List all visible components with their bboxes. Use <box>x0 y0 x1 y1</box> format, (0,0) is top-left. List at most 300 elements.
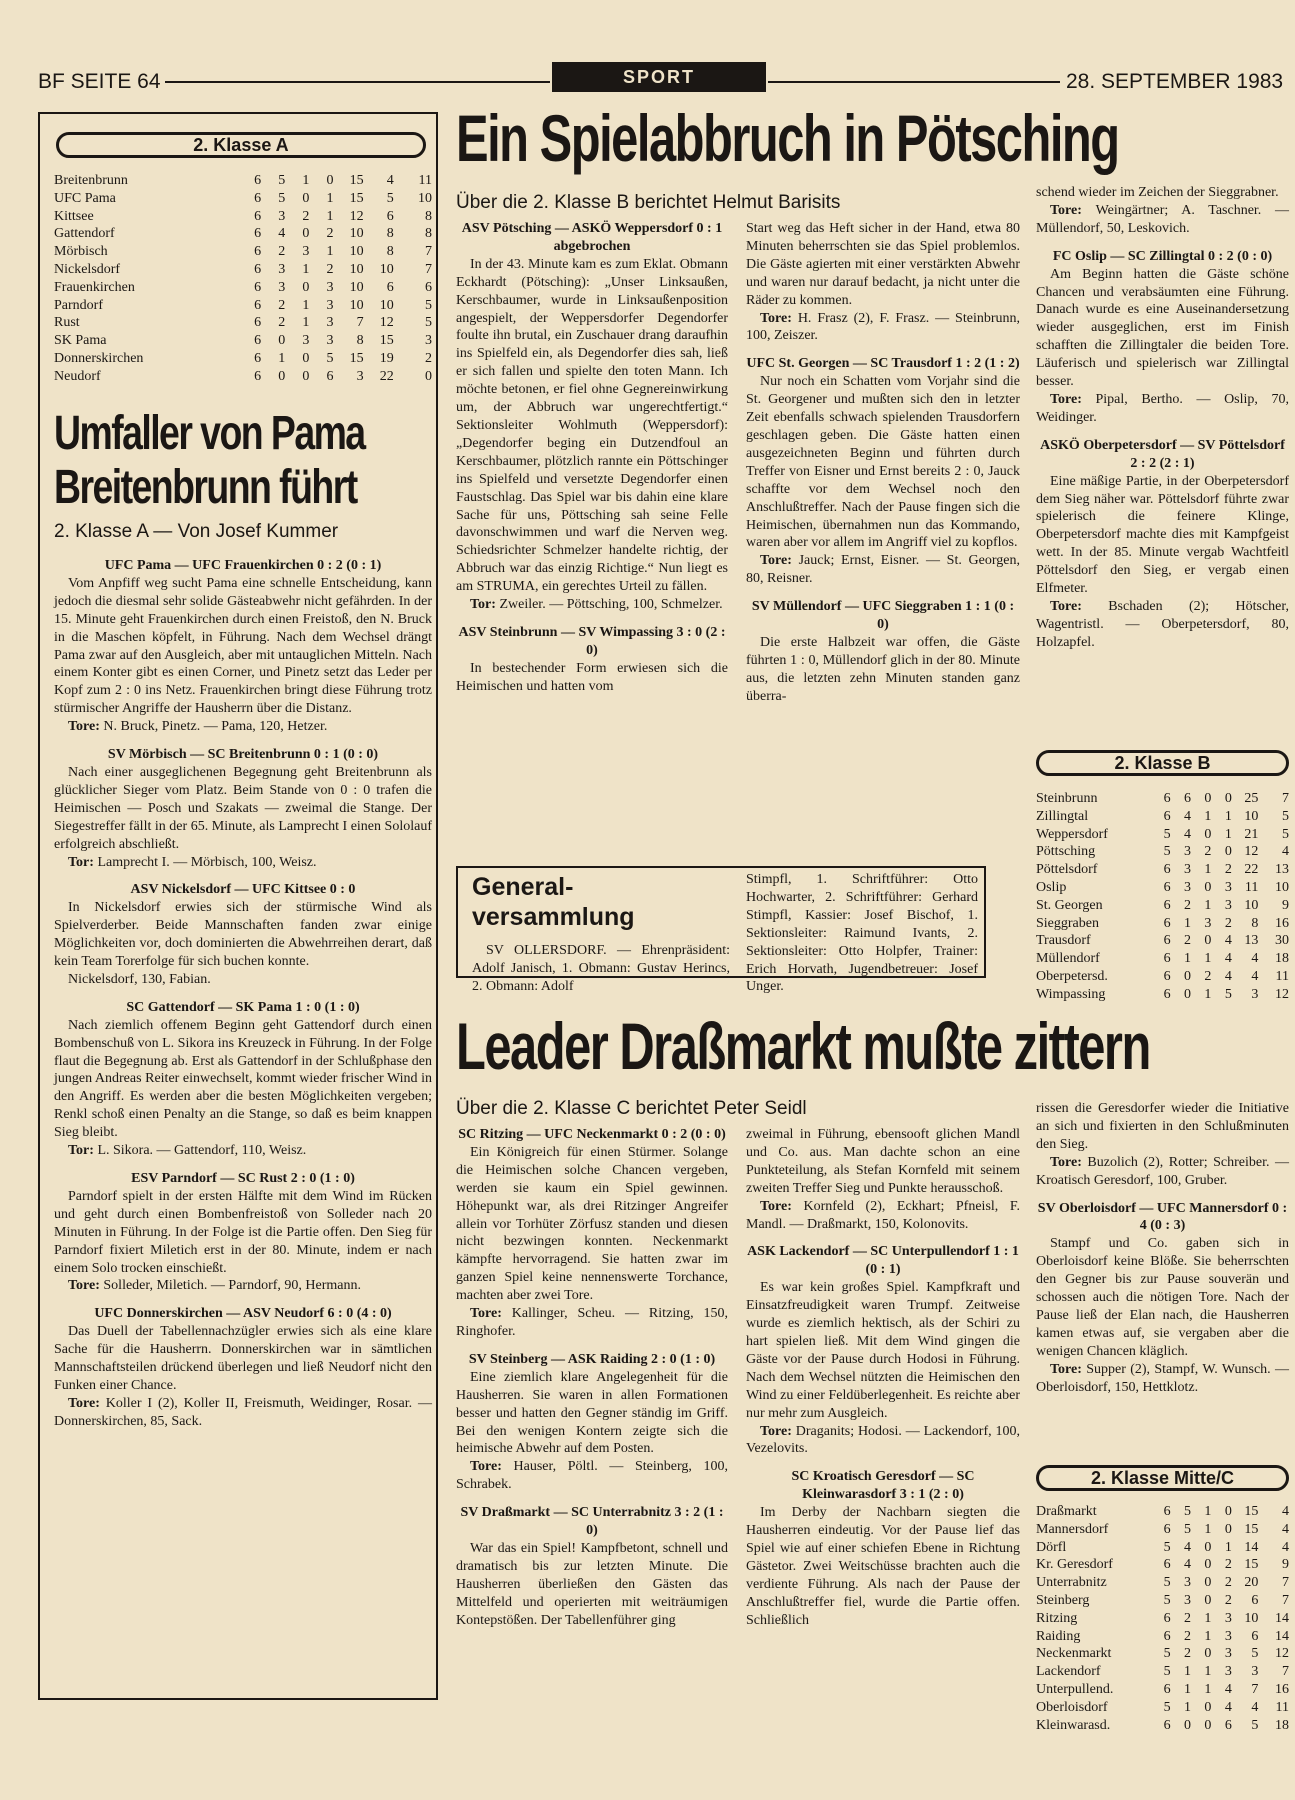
stat-cell: 2 <box>1184 933 1192 949</box>
match-heading: FC Oslip — SC Zillingtal 0 : 2 (0 : 0) <box>1052 248 1273 264</box>
c-column-3 <box>1036 1100 1289 1404</box>
stat-cell: 0 <box>302 279 310 295</box>
team-name: St. Georgen <box>1036 897 1103 913</box>
standings-row <box>1036 1521 1289 1539</box>
stat-cell: 6 <box>254 368 262 384</box>
stat-cell: 6 <box>254 261 262 277</box>
stat-cell: 6 <box>386 279 394 295</box>
standings-row <box>1036 897 1289 915</box>
scorers-line: Tore: Koller I (2), Koller II, Freismuth, Weidinger, Rosar. — Donnerskirchen, 85, Sack. <box>54 1395 432 1429</box>
stat-cell: 2 <box>278 315 286 331</box>
standings-row <box>1036 915 1289 933</box>
stat-cell: 3 <box>356 368 364 384</box>
standings-row <box>1036 1699 1289 1717</box>
match-heading: SV Müllendorf — UFC Sieggraben 1 : 1 (0 : 0) <box>751 599 1015 633</box>
stat-cell: 11 <box>1275 968 1289 984</box>
stat-cell: 10 <box>349 244 364 260</box>
team-name: Kittsee <box>54 208 94 224</box>
match-heading: SV Oberloisdorf — UFC Mannersdorf 0 : 4 (0 : 3) <box>1037 1200 1288 1234</box>
stat-cell: 6 <box>1163 1628 1171 1644</box>
stat-cell: 10 <box>349 279 364 295</box>
standings-row <box>1036 1645 1289 1663</box>
klasse-a-title: 2. Klasse A <box>56 132 426 158</box>
stat-cell: 5 <box>326 350 334 366</box>
header-rule-right <box>768 81 1060 83</box>
stat-cell: 6 <box>254 333 262 349</box>
stat-cell: 1 <box>1204 1610 1212 1626</box>
team-name: Oberpetersd. <box>1036 968 1108 984</box>
scorers-line: Tore: Draganits; Hodosi. — Lackendorf, 100, Vezelovits. <box>746 1423 1020 1457</box>
scorers-line: Tore: Solleder, Miletich. — Parndorf, 90, Hermann. <box>68 1278 361 1294</box>
stat-cell: 1 <box>1184 1699 1192 1715</box>
scorers-label: Tore: <box>1050 1361 1087 1377</box>
match-heading: UFC St. Georgen — SC Trausdorf 1 : 2 (1 : 2) <box>746 356 1020 372</box>
standings-row <box>54 297 432 315</box>
stat-cell: 1 <box>278 350 286 366</box>
match-report: Die erste Halbzeit war offen, die Gäste führten 1 : 0, Müllendorf glich in der 80. Minute aus, die letzten zehn Minuten standen ganz überra- <box>746 634 1020 704</box>
stat-cell: 3 <box>326 297 334 313</box>
stat-cell: 0 <box>326 173 334 188</box>
match-report: Am Beginn hatten die Gäste schöne Chancen und verabsäumten eine Führung. Danach wurde es eine Auseinandersetzung wieder ausgeglichen, erst im Finish schafften die Zillingtaler die beiden Tore. Läuferisch und spielerisch war Zillingtal besser. <box>1036 266 1289 390</box>
stat-cell: 5 <box>1184 1521 1192 1537</box>
stat-cell: 1 <box>1204 1628 1212 1644</box>
stat-cell: 5 <box>1163 1646 1171 1662</box>
stat-cell: 1 <box>1224 808 1232 824</box>
stat-cell: 0 <box>1204 1646 1212 1662</box>
team-name: Neckenmarkt <box>1036 1646 1112 1662</box>
stat-cell: 3 <box>326 279 334 295</box>
stat-cell: 14 <box>1275 1628 1289 1644</box>
stat-cell: 2 <box>1184 1646 1192 1662</box>
match-report: Nach einer ausgeglichenen Begegnung geht Breitenbrunn als glücklicher Sieger vom Platz. Beim Stande von 0 : 0 trafen die Heimischen — Posch und Szakats — zweimal die Stange. Der Siegestreffer fällt in der 65. Minute, als Lamprecht I einen Sololauf erfolgreich abschließt. <box>54 764 432 852</box>
team-name: Kleinwarasd. <box>1036 1717 1111 1733</box>
scorers-label: Tore: <box>1050 1154 1088 1170</box>
stat-cell: 6 <box>386 208 394 224</box>
stat-cell: 8 <box>386 244 394 260</box>
team-name: Weppersdorf <box>1036 826 1108 842</box>
stat-cell: 6 <box>254 279 262 295</box>
stat-cell: 1 <box>1204 862 1212 878</box>
stat-cell: 6 <box>1163 951 1171 967</box>
stat-cell: 0 <box>1184 968 1192 984</box>
stat-cell: 6 <box>326 368 334 384</box>
match-heading: ASV Pötsching — ASKÖ Weppersdorf 0 : 1 abgebrochen <box>461 221 723 254</box>
scorers-label: Tor: <box>68 1143 98 1159</box>
stat-cell: 5 <box>1184 1504 1192 1519</box>
match-report: Parndorf spielt in der ersten Hälfte mit dem Wind im Rücken und geht durch einen Bombenfreistoß von Solleder nach 20 Minuten in Führung. In der Folge ist die Partie offen. Den Sieg für Parndorf fixiert Miletich erst in der 80. Minute, indem er nach einem Solo trocken einschießt. <box>54 1188 432 1276</box>
section-label: SPORT <box>552 62 766 92</box>
standings-row <box>54 368 432 386</box>
team-name: Nickelsdorf <box>54 261 121 277</box>
stat-cell: 6 <box>1163 1610 1171 1626</box>
standings-row <box>1036 1681 1289 1699</box>
stat-cell: 0 <box>302 368 310 384</box>
stat-cell: 1 <box>1204 986 1212 1002</box>
team-name: Pöttelsdorf <box>1036 862 1098 878</box>
stat-cell: 6 <box>1163 862 1171 878</box>
c-column-1 <box>456 1126 728 1700</box>
b-headline: Ein Spielabbruch in Pötsching <box>456 101 1119 175</box>
stat-cell: 1 <box>1184 951 1192 967</box>
stat-cell: 3 <box>278 261 286 277</box>
stat-cell: 25 <box>1244 791 1259 806</box>
b-column-1 <box>456 220 728 850</box>
gv-title-1: General- <box>472 873 574 901</box>
standings-row <box>1036 861 1289 879</box>
stat-cell: 5 <box>1163 1699 1171 1715</box>
stat-cell: 4 <box>1224 933 1232 949</box>
stat-cell: 4 <box>1224 968 1232 984</box>
stat-cell: 22 <box>1244 862 1259 878</box>
standings-row <box>54 261 432 279</box>
stat-cell: 6 <box>254 315 262 331</box>
stat-cell: 2 <box>326 226 334 242</box>
left-article-text <box>54 557 432 1697</box>
stat-cell: 8 <box>425 208 432 224</box>
scorers-label: Tore: <box>760 1423 796 1439</box>
match-heading: UFC Pama — UFC Frauenkirchen 0 : 2 (0 : 1) <box>104 558 382 573</box>
stat-cell: 7 <box>425 261 432 277</box>
stat-cell: 0 <box>1184 986 1192 1002</box>
match-report: In bestechender Form erwiesen sich die Heimischen und hatten vom <box>456 660 728 694</box>
stat-cell: 1 <box>1204 897 1212 913</box>
stat-cell: 10 <box>1244 808 1259 824</box>
stat-cell: 0 <box>302 226 310 242</box>
stat-cell: 14 <box>1244 1539 1259 1555</box>
stat-cell: 22 <box>379 368 394 384</box>
stat-cell: 7 <box>1282 791 1289 806</box>
match-report: Ein Königreich für einen Stürmer. Solange die Heimischen solche Chancen vergeben, werden sie kaum ein Spiel gewinnen. Höhepunkt war, als drei Ritzinger Angreifer allein vor Torhüter Zörfusz standen und diesen nicht bezwingen konnten. Neckenmarkt kämpfte hervorragend. Sie hatten zwar im ganzen Spiel keine nennenswerte Torchance, machten aber zwei Tore. <box>456 1144 728 1304</box>
stat-cell: 0 <box>1204 1557 1212 1573</box>
stat-cell: 3 <box>302 244 310 260</box>
stat-cell: 6 <box>1184 791 1192 806</box>
stat-cell: 4 <box>1251 1699 1259 1715</box>
scorers-label: Tor: <box>470 597 500 613</box>
standings-row <box>54 243 432 261</box>
stat-cell: 6 <box>1163 808 1171 824</box>
standings-row <box>1036 1539 1289 1557</box>
stat-cell: 3 <box>1184 1575 1192 1591</box>
stat-cell: 12 <box>349 208 364 224</box>
standings-row <box>1036 808 1289 826</box>
stat-cell: 1 <box>302 261 310 277</box>
scorers-line: Tore: Pipal, Bertho. — Oslip, 70, Weidinger. <box>1036 391 1289 425</box>
stat-cell: 3 <box>1184 879 1192 895</box>
stat-cell: 1 <box>326 190 334 206</box>
stat-cell: 0 <box>1204 1592 1212 1608</box>
stat-cell: 5 <box>386 190 394 206</box>
team-name: Raiding <box>1036 1628 1081 1644</box>
standings-row <box>1036 1556 1289 1574</box>
scorers-line: Tore: Jauck; Ernst, Eisner. — St. Georgen, 80, Reisner. <box>746 553 1021 587</box>
stat-cell: 6 <box>254 244 262 260</box>
klasse-b-title: 2. Klasse B <box>1036 750 1289 776</box>
team-name: Draßmarkt <box>1036 1504 1097 1519</box>
standings-row <box>54 350 432 368</box>
stat-cell: 10 <box>349 226 364 242</box>
stat-cell: 11 <box>418 173 432 188</box>
team-name: Oslip <box>1036 879 1067 895</box>
team-name: Lackendorf <box>1036 1664 1101 1680</box>
standings-row <box>54 208 432 226</box>
scorers-label: Tore: <box>68 1395 106 1411</box>
stat-cell: 5 <box>1282 808 1289 824</box>
stat-cell: 3 <box>278 208 286 224</box>
stat-cell: 6 <box>1163 897 1171 913</box>
standings-row <box>1036 1592 1289 1610</box>
team-name: Ritzing <box>1036 1610 1078 1626</box>
standings-row <box>1036 986 1289 1004</box>
stat-cell: 13 <box>1244 933 1259 949</box>
stat-cell: 3 <box>1224 879 1232 895</box>
match-heading: SC Ritzing — UFC Neckenmarkt 0 : 2 (0 : 0) <box>458 1127 726 1142</box>
stat-cell: 5 <box>1163 1539 1171 1555</box>
stat-cell: 30 <box>1275 933 1289 949</box>
stat-cell: 2 <box>278 297 286 313</box>
stat-cell: 2 <box>326 261 334 277</box>
team-name: Mannersdorf <box>1036 1521 1109 1537</box>
stat-cell: 1 <box>1184 1664 1192 1680</box>
stat-cell: 5 <box>278 190 286 206</box>
scorers-label: Tore: <box>760 1198 804 1214</box>
stat-cell: 16 <box>1275 915 1289 931</box>
scorers-line: Tor: Lamprecht I. — Mörbisch, 100, Weisz. <box>68 854 317 870</box>
match-report: In der 43. Minute kam es zum Eklat. Obmann Eckhardt (Pötsching): „Unser Linksaußen, Kerschbaumer, wurde in Linksaußenposition angespielt, der Weppersdorfer Degendorfer foulte ihn brutal, ein Zuschauer drang daraufhin ins Spielfeld ein, als Degendorfer dies sah, ließ er sich fallen und spielte den toten Mann. Ich möchte betonen, er fiel ohne Gegnereinwirkung um, der Abbruch war ungerechtfertigt.“ Sektionsleiter Wohlmuth (Weppersdorf): „Degendorfer beging ein Dutzendfoul an Kerschbaumer, plötzlich rannte ein Pöttschinger ins Spielfeld und versetzte Degendorfer einen Faustschlag. Das Spiel war bis dahin eine klare Sache für uns, Pöttsching sah seine Felle davonschwimmen und warf die Nerven weg. Schiedsrichter Schmelzer handelte richtig, der Abbruch war das einzig Richtige.“ Nun liegt es am STRUMA, ein gerechtes Urteil zu fällen. <box>456 256 728 595</box>
stat-cell: 18 <box>1275 951 1289 967</box>
stat-cell: 3 <box>326 315 334 331</box>
stat-cell: 5 <box>1163 1592 1171 1608</box>
stat-cell: 1 <box>1204 808 1212 824</box>
klasse-mitte-standings <box>1036 1503 1289 1734</box>
team-name: Unterpullend. <box>1036 1681 1114 1697</box>
stat-cell: 12 <box>1244 844 1259 860</box>
match-report: Vom Anpfiff weg sucht Pama eine schnelle Entscheidung, kann jedoch die diesmal sehr solide Gästeabwehr nicht gefährden. In der 15. Minute geht Frauenkirchen durch einen Freistoß, den N. Bruck in die Maschen köpfelt, in Führung. Nach dem Wechsel drängt Pama zwar auf den Ausgleich, aber mit untauglichen Mitteln. Nach einem Konter gibt es einen Corner, und Pinetz setzt das Leder per Kopf zum 2 : 0 ins Netz. Frauenkirchen bringt diese Führung trotz stürmischer Angriffe der Hausherrn über die Distanz. <box>54 575 432 717</box>
match-report: Das Duell der Tabellennachzügler erwies sich als eine klare Sache für die Hausherrn. Donnerskirchen war in sämtlichen Mannschaftsteilen drückend überlegen und ließ Neudorf nicht den Funken einer Chance. <box>54 1324 432 1393</box>
scorers-line: Tore: Supper (2), Stampf, W. Wunsch. — Oberloisdorf, 150, Hettklotz. <box>1036 1361 1289 1395</box>
left-headline-2: Breitenbrunn führt <box>54 461 357 514</box>
stat-cell: 0 <box>302 190 310 206</box>
match-report: War das ein Spiel! Kampfbetont, schnell und dramatisch bis zur letzten Minute. Die Hausherren überließen den Gästen das Mittelfeld und operierten mit weiträumigen Kontерstößen. Der Tabellenführer ging <box>456 1540 728 1628</box>
stat-cell: 20 <box>1244 1575 1259 1591</box>
gv-title-2: versammlung <box>472 903 635 931</box>
stat-cell: 4 <box>386 173 394 188</box>
stat-cell: 6 <box>254 208 262 224</box>
stat-cell: 9 <box>1282 1557 1289 1573</box>
scorers-line: Tore: Weingärtner; A. Taschner. — Müllendorf, 50, Leskovich. <box>1036 202 1289 236</box>
stat-cell: 10 <box>1275 879 1289 895</box>
scorers-line: Tore: N. Bruck, Pinetz. — Pama, 120, Hetzer. <box>68 719 328 735</box>
match-heading: SV Mörbisch — SC Breitenbrunn 0 : 1 (0 : 0) <box>107 747 379 763</box>
scorers-line: Tor: L. Sikora. — Gattendorf, 110, Weisz. <box>68 1143 307 1159</box>
standings-row <box>54 314 432 332</box>
b-column-3 <box>1036 184 1289 732</box>
stat-cell: 0 <box>1204 879 1212 895</box>
stat-cell: 10 <box>379 297 394 313</box>
stat-cell: 7 <box>425 244 432 260</box>
match-report: Start weg das Heft sicher in der Hand, etwa 80 Minuten beherrschten sie das Spiel problemlos. Die Gäste agierten mit einer verstärkten Abwehr und waren nur darauf bedacht, ja nicht unter die Räder zu kommen. <box>746 221 1020 308</box>
left-byline: 2. Klasse A — Von Josef Kummer <box>54 521 339 542</box>
stat-cell: 3 <box>278 279 286 295</box>
match-report: Im Derby der Nachbarn siegten die Hausherren eindeutig. Vor der Pause lief das Spiel wie auf einer schiefen Ebene in Richtung Gästetor. Zwei Weitschüsse brachten auch die verdiente Führung. Als nach der Pause der Anschlußtreffer fiel, wurde die Partie offen. Schließlich <box>746 1505 1020 1628</box>
stat-cell: 6 <box>1163 1557 1171 1573</box>
stat-cell: 0 <box>1224 791 1232 806</box>
stat-cell: 11 <box>1275 1699 1289 1715</box>
stat-cell: 3 <box>1224 1610 1232 1626</box>
standings-row <box>1036 932 1289 950</box>
stat-cell: 3 <box>1224 1664 1232 1680</box>
stat-cell: 1 <box>1184 1681 1192 1697</box>
stat-cell: 6 <box>1163 986 1171 1002</box>
b-column-2 <box>746 220 1020 850</box>
standings-row <box>1036 1628 1289 1646</box>
team-name: Wimpassing <box>1036 986 1106 1002</box>
match-heading: ASK Lackendorf — SC Unterpullendorf 1 : 1 (0 : 1) <box>747 1244 1019 1278</box>
stat-cell: 7 <box>1282 1664 1289 1680</box>
stat-cell: 12 <box>379 315 394 331</box>
stat-cell: 6 <box>1163 879 1171 895</box>
stat-cell: 0 <box>278 333 286 349</box>
stat-cell: 6 <box>254 226 262 242</box>
gv-text-left: SV OLLERSDORF. — Ehrenpräsident: Adolf Janisch, 1. Obmann: Gustav Herincs, 2. Obmann: Adolf <box>472 943 730 994</box>
stat-cell: 9 <box>1282 897 1289 913</box>
left-headline-1: Umfaller von Pama <box>54 407 365 460</box>
stat-cell: 0 <box>1204 826 1212 842</box>
scorers-label: Tore: <box>470 1459 514 1475</box>
klasse-a-standings <box>54 172 432 386</box>
stat-cell: 4 <box>1251 968 1259 984</box>
stat-cell: 4 <box>1224 1699 1232 1715</box>
stat-cell: 15 <box>349 173 364 188</box>
standings-row <box>1036 826 1289 844</box>
standings-row <box>1036 1574 1289 1592</box>
stat-cell: 1 <box>326 208 334 224</box>
match-heading: ASV Nickelsdorf — UFC Kittsee 0 : 0 <box>130 882 356 898</box>
page-number: BF SEITE 64 <box>38 70 161 93</box>
stat-cell: 0 <box>425 368 432 384</box>
stat-cell: 15 <box>1244 1504 1259 1519</box>
stat-cell: 6 <box>254 190 262 206</box>
standings-row <box>1036 950 1289 968</box>
match-report: schend wieder im Zeichen der Sieggrabner. <box>1036 185 1279 200</box>
stat-cell: 12 <box>1275 986 1289 1002</box>
stat-cell: 4 <box>1224 1681 1232 1697</box>
team-name: Müllendorf <box>1036 951 1100 967</box>
stat-cell: 3 <box>302 333 310 349</box>
stat-cell: 5 <box>1251 1646 1259 1662</box>
stat-cell: 4 <box>1224 951 1232 967</box>
stat-cell: 0 <box>1204 1539 1212 1555</box>
stat-cell: 2 <box>1224 862 1232 878</box>
scorers-label: Tore: <box>760 553 799 569</box>
team-name: Sieggraben <box>1036 915 1099 931</box>
match-report: zweimal in Führung, ebensooft glichen Mandl und Co. aus. Man dachte schon an eine Punkteteilung, als Stefan Kornfeld mit seinem zweiten Treffer Sieg und Punkte herausschoß. <box>746 1127 1020 1196</box>
standings-row <box>1036 968 1289 986</box>
stat-cell: 15 <box>379 333 394 349</box>
scorers-label: Tor: <box>68 854 98 870</box>
standings-row <box>1036 790 1289 808</box>
stat-cell: 4 <box>1184 1557 1192 1573</box>
stat-cell: 3 <box>1251 1664 1259 1680</box>
stat-cell: 16 <box>1275 1681 1289 1697</box>
stat-cell: 4 <box>1282 844 1289 860</box>
standings-row <box>54 332 432 350</box>
stat-cell: 6 <box>425 279 432 295</box>
match-heading: ESV Parndorf — SC Rust 2 : 0 (1 : 0) <box>131 1171 355 1186</box>
stat-cell: 5 <box>1251 1717 1259 1733</box>
stat-cell: 5 <box>1224 986 1232 1002</box>
scorers-line: Tore: H. Frasz (2), F. Frasz. — Steinbrunn, 100, Zeiszer. <box>746 310 1020 344</box>
match-heading: ASKÖ Oberpetersdorf — SV Pöttelsdorf 2 : 2 (2 : 1) <box>1040 437 1285 471</box>
stat-cell: 3 <box>1184 862 1192 878</box>
match-heading: ASV Steinbrunn — SV Wimpassing 3 : 0 (2 : 0) <box>458 624 726 658</box>
stat-cell: 11 <box>1244 879 1259 895</box>
gv-text-right: Stimpfl, 1. Schriftführer: Otto Hochwarter, 2. Schriftführer: Gerhard Stimpfl, Kassier: Josef Bischof, 1. Sektionsleiter: Raimund Ivants, 2. Sektionsleiter: Otto Holpfer, Trainer: Erich Horvath, Jugendbetreuer: Josef Unger. <box>746 872 978 995</box>
scorers-label: Tore: <box>470 1306 512 1322</box>
stat-cell: 5 <box>1163 1575 1171 1591</box>
stat-cell: 4 <box>278 226 286 242</box>
team-name: Unterrabnitz <box>1036 1575 1107 1591</box>
scorers-line: Nickelsdorf, 130, Fabian. <box>68 971 211 987</box>
klasse-b-standings <box>1036 790 1289 1004</box>
scorers-line: Tore: Hauser, Pöltl. — Steinberg, 100, Schrabek. <box>456 1459 729 1493</box>
team-name: Steinbrunn <box>1036 791 1098 806</box>
match-report: rissen die Geresdorfer wieder die Initiative an sich und fixierten in den Schlußminuten den Sieg. <box>1036 1101 1289 1152</box>
scorers-label: Tore: <box>760 310 798 326</box>
stat-cell: 5 <box>425 315 432 331</box>
match-report: Stampf und Co. gaben sich in Oberloisdorf keine Blöße. Sie beherrschten den Gegner bis zur Pause souverän und schossen auch die nötigen Tore. Nach der Pause ließ der Elan nach, die Hausherren kamen etwas auf, sie vergaben aber die wenigen Chancen kläglich. <box>1036 1236 1289 1359</box>
stat-cell: 3 <box>1184 1592 1192 1608</box>
stat-cell: 1 <box>1184 915 1192 931</box>
stat-cell: 10 <box>1244 1610 1259 1626</box>
stat-cell: 7 <box>1251 1681 1259 1697</box>
stat-cell: 2 <box>302 208 310 224</box>
team-name: SK Pama <box>54 333 107 349</box>
team-name: Donnerskirchen <box>54 350 144 366</box>
stat-cell: 4 <box>1282 1521 1289 1537</box>
team-name: Neudorf <box>54 368 101 384</box>
match-report: Eine mäßige Partie, in der Oberpetersdorf dem Sieg näher war. Pöttelsdorf führte zwar spielerisch die feinere Klinge, Oberpetersdorf machte dies mit Kampfgeist wett. In der 85. Minute vergab Wachtfeitl Pöttelsdorf den Sieg, er vergab einen Elfmeter. <box>1036 473 1289 597</box>
stat-cell: 1 <box>1204 951 1212 967</box>
c-headline: Leader Draßmarkt mußte zittern <box>456 1009 1150 1083</box>
stat-cell: 3 <box>1224 897 1232 913</box>
team-name: Parndorf <box>54 297 103 313</box>
c-column-2 <box>746 1126 1020 1700</box>
stat-cell: 5 <box>1163 844 1171 860</box>
stat-cell: 10 <box>349 297 364 313</box>
match-report: Eine ziemlich klare Angelegenheit für die Hausherren. Sie waren in allen Formationen besser und hatten den Gegner ständig im Griff. Bei den wenigen Kontern zeigte sich die heimische Abwehr auf dem Posten. <box>456 1369 728 1457</box>
stat-cell: 2 <box>1224 1575 1232 1591</box>
stat-cell: 2 <box>1224 1557 1232 1573</box>
scorers-label: Tore: <box>68 1278 104 1294</box>
team-name: Zillingtal <box>1036 808 1089 824</box>
stat-cell: 15 <box>349 350 364 366</box>
team-name: Mörbisch <box>54 244 108 260</box>
stat-cell: 0 <box>1204 1717 1212 1733</box>
match-heading: SC Gattendorf — SK Pama 1 : 0 (1 : 0) <box>126 999 360 1015</box>
stat-cell: 0 <box>1204 791 1212 806</box>
stat-cell: 2 <box>278 244 286 260</box>
stat-cell: 4 <box>1282 1539 1289 1555</box>
team-name: UFC Pama <box>54 190 116 206</box>
stat-cell: 8 <box>356 333 364 349</box>
stat-cell: 0 <box>1224 1504 1232 1519</box>
stat-cell: 2 <box>1224 1592 1232 1608</box>
c-byline: Über die 2. Klasse C berichtet Peter Seidl <box>456 1098 807 1119</box>
stat-cell: 4 <box>1282 1504 1289 1519</box>
scorers-label: Tore: <box>1050 202 1096 218</box>
stat-cell: 4 <box>1251 951 1259 967</box>
match-heading: UFC Donnerskirchen — ASV Neudorf 6 : 0 (4 : 0) <box>94 1306 392 1322</box>
